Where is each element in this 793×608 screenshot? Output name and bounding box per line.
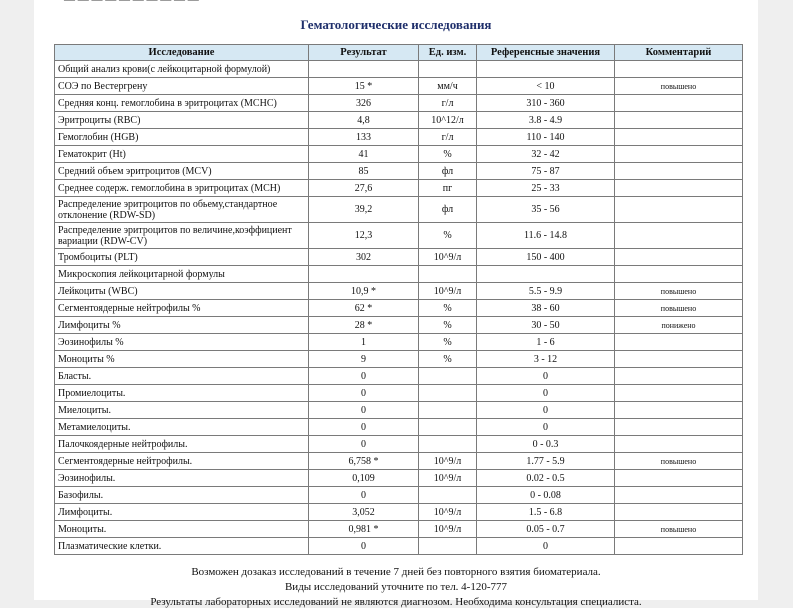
results-table xyxy=(54,44,743,555)
table-row xyxy=(55,129,743,146)
result-cell: 12,3 xyxy=(309,223,419,249)
comment-cell xyxy=(615,385,743,402)
test-name-cell: Эозинофилы % xyxy=(55,334,309,351)
unit-cell xyxy=(419,61,477,78)
unit-cell: % xyxy=(419,317,477,334)
reference-cell: 1.5 - 6.8 xyxy=(477,504,615,521)
test-name-cell: Моноциты % xyxy=(55,351,309,368)
table-row xyxy=(55,249,743,266)
reference-cell: 35 - 56 xyxy=(477,197,615,223)
unit-cell: г/л xyxy=(419,129,477,146)
unit-cell: 10^9/л xyxy=(419,521,477,538)
test-name-cell: Бласты. xyxy=(55,368,309,385)
table-row xyxy=(55,470,743,487)
result-cell: 0 xyxy=(309,419,419,436)
table-row xyxy=(55,487,743,504)
comment-cell xyxy=(615,146,743,163)
result-cell: 0 xyxy=(309,385,419,402)
reference-cell: 1.77 - 5.9 xyxy=(477,453,615,470)
test-name-cell: Тромбоциты (PLT) xyxy=(55,249,309,266)
comment-cell xyxy=(615,112,743,129)
reference-cell xyxy=(477,61,615,78)
reference-cell: 0.02 - 0.5 xyxy=(477,470,615,487)
result-cell: 41 xyxy=(309,146,419,163)
comment-cell xyxy=(615,487,743,504)
test-name-cell: Плазматические клетки. xyxy=(55,538,309,555)
result-cell: 9 xyxy=(309,351,419,368)
unit-cell: % xyxy=(419,223,477,249)
result-cell: 4,8 xyxy=(309,112,419,129)
test-name-cell: Распределение эритроцитов по обьему,стандартное отклонение (RDW-SD) xyxy=(55,197,309,223)
comment-cell: повышено xyxy=(615,300,743,317)
reference-cell: 3 - 12 xyxy=(477,351,615,368)
result-cell: 85 xyxy=(309,163,419,180)
test-name-cell: Среднее содерж. гемоглобина в эритроцитах (MCH) xyxy=(55,180,309,197)
report-page xyxy=(34,0,758,608)
table-row xyxy=(55,368,743,385)
result-cell: 0 xyxy=(309,368,419,385)
unit-cell xyxy=(419,266,477,283)
footer-line-3: Результаты лабораторных исследований не являются диагнозом. Необходима консультация специалиста. xyxy=(150,596,642,608)
test-name-cell: Сегментоядерные нейтрофилы. xyxy=(55,453,309,470)
reference-cell: < 10 xyxy=(477,78,615,95)
result-cell: 133 xyxy=(309,129,419,146)
table-row xyxy=(55,163,743,180)
reference-cell: 0 xyxy=(477,538,615,555)
test-name-cell: Сегментоядерные нейтрофилы % xyxy=(55,300,309,317)
unit-cell: % xyxy=(419,300,477,317)
column-header-comment: Комментарий xyxy=(615,45,743,61)
table-row xyxy=(55,317,743,334)
table-row xyxy=(55,146,743,163)
comment-cell xyxy=(615,180,743,197)
test-name-cell: Средний объем эритроцитов (MCV) xyxy=(55,163,309,180)
test-name-cell: Средняя конц. гемоглобина в эритроцитах (MCHC) xyxy=(55,95,309,112)
header-cut-text: — — — — — — — — — — xyxy=(64,0,199,6)
test-name-cell: Эритроциты (RBC) xyxy=(55,112,309,129)
unit-cell: 10^9/л xyxy=(419,249,477,266)
unit-cell: мм/ч xyxy=(419,78,477,95)
reference-cell: 30 - 50 xyxy=(477,317,615,334)
comment-cell xyxy=(615,419,743,436)
reference-cell: 5.5 - 9.9 xyxy=(477,283,615,300)
result-cell xyxy=(309,266,419,283)
test-name-cell: Лимфоциты. xyxy=(55,504,309,521)
comment-cell xyxy=(615,129,743,146)
table-row xyxy=(55,538,743,555)
table-row xyxy=(55,95,743,112)
reference-cell: 0 xyxy=(477,419,615,436)
footer-line-2: Виды исследований уточните по тел. 4-120-777 xyxy=(284,581,508,593)
table-row xyxy=(55,180,743,197)
result-cell: 6,758 * xyxy=(309,453,419,470)
table-row xyxy=(55,334,743,351)
comment-cell xyxy=(615,334,743,351)
reference-cell: 310 - 360 xyxy=(477,95,615,112)
reference-cell: 0 - 0.3 xyxy=(477,436,615,453)
unit-cell xyxy=(419,385,477,402)
test-name-cell: Микроскопия лейкоцитарной формулы xyxy=(55,266,309,283)
unit-cell xyxy=(419,419,477,436)
test-name-cell: Распределение эритроцитов по величине,коэффициент вариации (RDW-CV) xyxy=(55,223,309,249)
test-name-cell: Лейкоциты (WBC) xyxy=(55,283,309,300)
reference-cell: 0 - 0.08 xyxy=(477,487,615,504)
result-cell: 39,2 xyxy=(309,197,419,223)
unit-cell xyxy=(419,402,477,419)
table-row xyxy=(55,436,743,453)
table-body xyxy=(55,61,743,555)
reference-cell: 11.6 - 14.8 xyxy=(477,223,615,249)
column-header-reference: Референсные значения xyxy=(477,45,615,61)
comment-cell xyxy=(615,249,743,266)
comment-cell xyxy=(615,504,743,521)
reference-cell: 150 - 400 xyxy=(477,249,615,266)
result-cell: 0,109 xyxy=(309,470,419,487)
test-name-cell: Гемоглобин (HGB) xyxy=(55,129,309,146)
result-cell: 15 * xyxy=(309,78,419,95)
table-row xyxy=(55,300,743,317)
table-row xyxy=(55,61,743,78)
reference-cell: 0 xyxy=(477,402,615,419)
unit-cell: фл xyxy=(419,197,477,223)
table-header-row xyxy=(55,45,743,61)
comment-cell xyxy=(615,538,743,555)
reference-cell: 1 - 6 xyxy=(477,334,615,351)
test-name-cell: Промиелоциты. xyxy=(55,385,309,402)
reference-cell: 0 xyxy=(477,368,615,385)
test-name-cell: Моноциты. xyxy=(55,521,309,538)
unit-cell: 10^9/л xyxy=(419,453,477,470)
unit-cell xyxy=(419,487,477,504)
unit-cell: 10^12/л xyxy=(419,112,477,129)
unit-cell xyxy=(419,538,477,555)
result-cell: 326 xyxy=(309,95,419,112)
unit-cell: % xyxy=(419,146,477,163)
unit-cell xyxy=(419,436,477,453)
unit-cell: 10^9/л xyxy=(419,504,477,521)
test-name-cell: Эозинофилы. xyxy=(55,470,309,487)
result-cell: 0 xyxy=(309,436,419,453)
table-row xyxy=(55,223,743,249)
comment-cell xyxy=(615,197,743,223)
unit-cell: % xyxy=(419,351,477,368)
comment-cell xyxy=(615,402,743,419)
test-name-cell: Общий анализ крови(с лейкоцитарной формулой) xyxy=(55,61,309,78)
reference-cell: 0 xyxy=(477,385,615,402)
unit-cell: пг xyxy=(419,180,477,197)
page-title: Гематологические исследования xyxy=(300,17,492,32)
result-cell xyxy=(309,61,419,78)
footer-line-1: Возможен дозаказ исследований в течение 7 дней без повторного взятия биоматериала. xyxy=(191,566,601,578)
result-cell: 28 * xyxy=(309,317,419,334)
comment-cell xyxy=(615,436,743,453)
table-row xyxy=(55,504,743,521)
reference-cell xyxy=(477,266,615,283)
unit-cell: 10^9/л xyxy=(419,470,477,487)
result-cell: 3,052 xyxy=(309,504,419,521)
comment-cell: повышено xyxy=(615,283,743,300)
comment-cell xyxy=(615,368,743,385)
comment-cell xyxy=(615,470,743,487)
table-row xyxy=(55,351,743,368)
comment-cell xyxy=(615,351,743,368)
table-row xyxy=(55,197,743,223)
unit-cell xyxy=(419,368,477,385)
table-row xyxy=(55,419,743,436)
reference-cell: 25 - 33 xyxy=(477,180,615,197)
test-name-cell: СОЭ по Вестергрену xyxy=(55,78,309,95)
comment-cell xyxy=(615,95,743,112)
test-name-cell: Миелоциты. xyxy=(55,402,309,419)
table-row xyxy=(55,385,743,402)
column-header-unit: Ед. изм. xyxy=(419,45,477,61)
table-row xyxy=(55,521,743,538)
unit-cell: фл xyxy=(419,163,477,180)
reference-cell: 32 - 42 xyxy=(477,146,615,163)
table-row xyxy=(55,453,743,470)
table-row xyxy=(55,78,743,95)
result-cell: 0 xyxy=(309,538,419,555)
test-name-cell: Метамиелоциты. xyxy=(55,419,309,436)
comment-cell xyxy=(615,163,743,180)
result-cell: 302 xyxy=(309,249,419,266)
result-cell: 0 xyxy=(309,402,419,419)
result-cell: 62 * xyxy=(309,300,419,317)
result-cell: 0 xyxy=(309,487,419,504)
result-cell: 10,9 * xyxy=(309,283,419,300)
test-name-cell: Лимфоциты % xyxy=(55,317,309,334)
test-name-cell: Палочкоядерные нейтрофилы. xyxy=(55,436,309,453)
result-cell: 0,981 * xyxy=(309,521,419,538)
table-row xyxy=(55,112,743,129)
test-name-cell: Гематокрит (Ht) xyxy=(55,146,309,163)
column-header-result: Результат xyxy=(309,45,419,61)
comment-cell: повышено xyxy=(615,521,743,538)
test-name-cell: Базофилы. xyxy=(55,487,309,504)
unit-cell: г/л xyxy=(419,95,477,112)
result-cell: 1 xyxy=(309,334,419,351)
comment-cell xyxy=(615,266,743,283)
column-header-test: Исследование xyxy=(55,45,309,61)
table-row xyxy=(55,266,743,283)
comment-cell xyxy=(615,223,743,249)
reference-cell: 75 - 87 xyxy=(477,163,615,180)
comment-cell xyxy=(615,61,743,78)
comment-cell: понижено xyxy=(615,317,743,334)
unit-cell: % xyxy=(419,334,477,351)
comment-cell: повышено xyxy=(615,453,743,470)
result-cell: 27,6 xyxy=(309,180,419,197)
reference-cell: 0.05 - 0.7 xyxy=(477,521,615,538)
reference-cell: 110 - 140 xyxy=(477,129,615,146)
reference-cell: 38 - 60 xyxy=(477,300,615,317)
reference-cell: 3.8 - 4.9 xyxy=(477,112,615,129)
table-row xyxy=(55,283,743,300)
unit-cell: 10^9/л xyxy=(419,283,477,300)
table-row xyxy=(55,402,743,419)
comment-cell: повышено xyxy=(615,78,743,95)
